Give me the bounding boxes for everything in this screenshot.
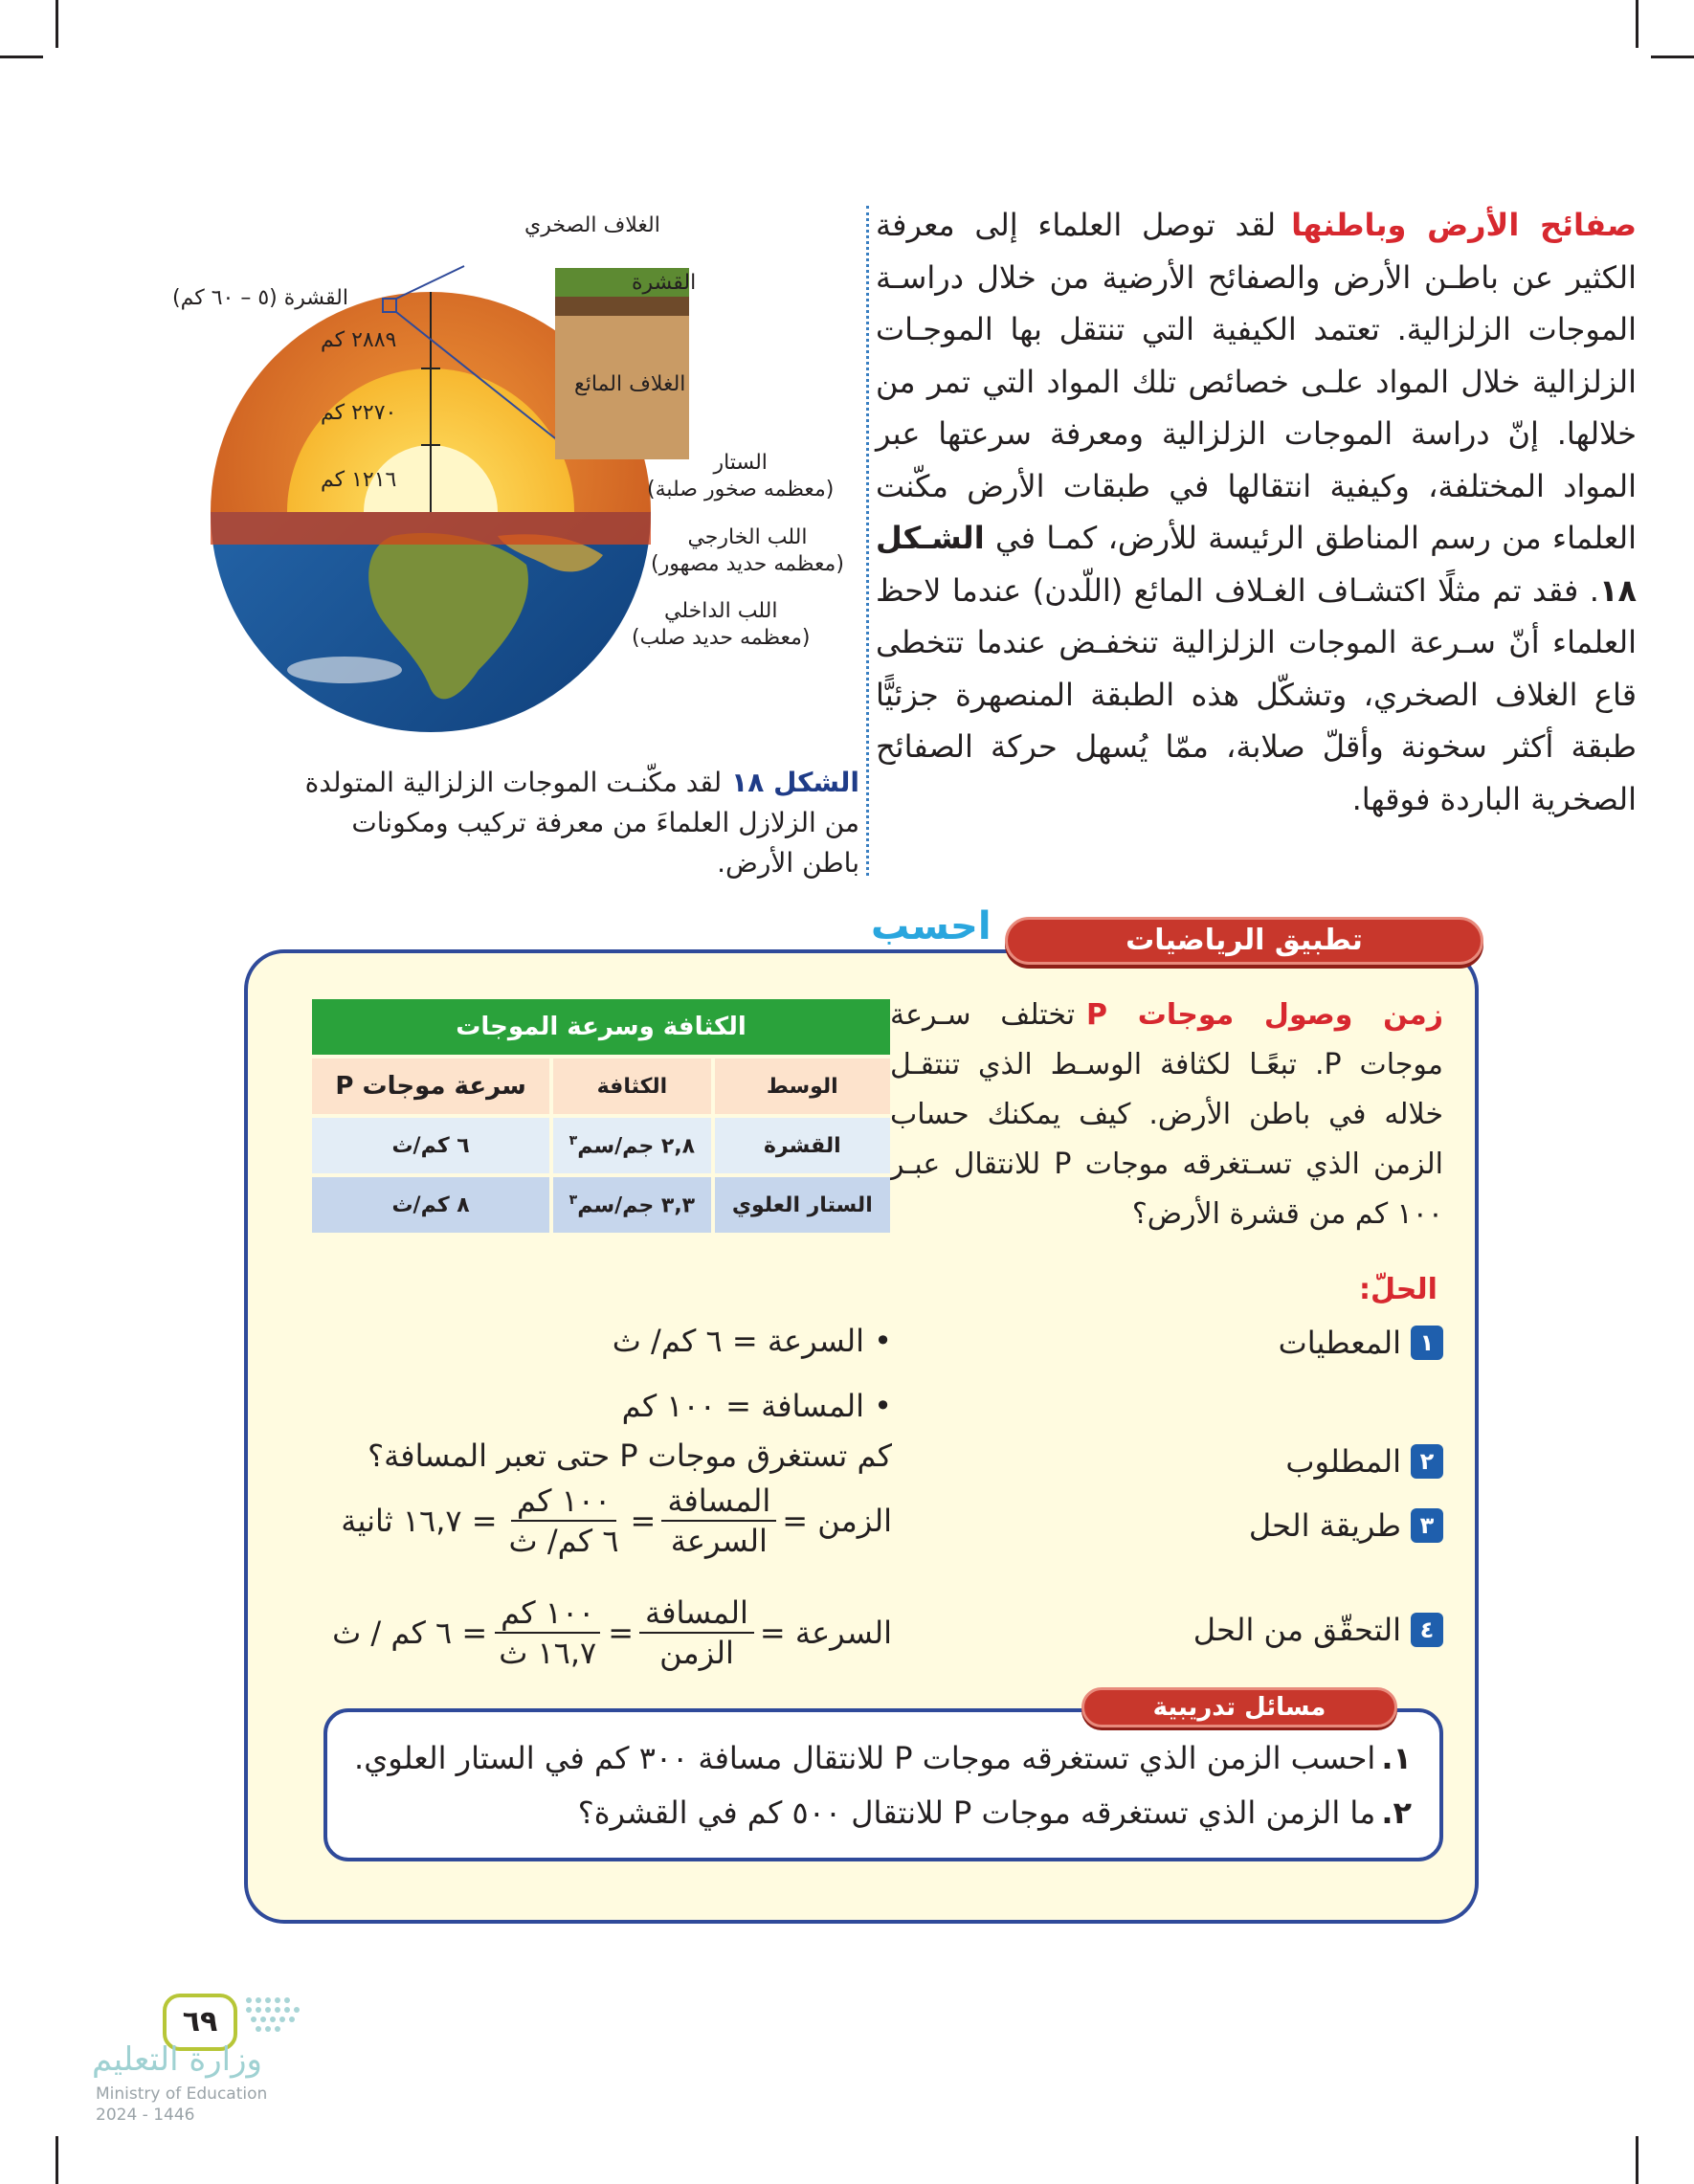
solution-label: الحلّ: [1359,1273,1438,1306]
table-cell-density: ٣,٣ جم/سم$^٣$ [553,1177,710,1233]
label-mantle [647,450,834,503]
table-row [312,1177,890,1233]
section-heading: صفائح الأرض وباطنها [1291,207,1637,243]
column-divider [866,206,869,876]
table-cell: القشرة [715,1118,890,1173]
figure-caption-label: الشكل ١٨ [731,767,859,798]
crop-mark [56,0,58,48]
label-lithosphere: الغلاف الصخري [524,213,660,237]
required-question: كم تستغرق موجات P حتى تعبر المسافة؟ [368,1437,892,1474]
label-inner-core-desc: (معظمه حديد صلب) [632,626,811,650]
step-method: ٣ طريقة الحل [1249,1507,1443,1544]
label-crust-range: القشرة (٥ – ٦٠ كم) [172,286,348,310]
paragraph-text: لقد توصل العلماء إلى معرفة الكثير عن باطـن الأرض والصفائح الأرضية من خلال دراسـة الموجات الزلزالية. تعتمد الكيفية التي تنتقل بها الموجـات الزلزالية خلال المواد علـى خصائص تلك المواد التي تمر من خلالها. إنّ دراسة الموجات الزلزالية ومعرفة سرعتها عبر المواد المختلفة، وكيفية انتقالها في طبقات الأرض مكّنت العلماء من رسم المناطق الرئيسة للأرض، كمـا في [876,207,1638,556]
crop-mark [1636,0,1638,48]
problem-text: تختلف سـرعة موجات P. تبعًـا لكثافة الوسـط الذي تنتقـل خلاله في باطن الأرض. كيف يمكنك حساب الزمن الذي تسـتغرقه موجات P للانتقال عبـر ١٠٠ كم من قشرة الأرض؟ [890,998,1443,1231]
practice-problems-box [323,1708,1443,1861]
figure-reference: الشـكل ١٨ [876,520,1637,609]
crop-mark [1651,56,1694,58]
label-outer-core-title: اللب الخارجي [687,525,808,549]
check-equation: السرعة = $\frac{\text{المسافة}}{\text{الزمن}}$ = $\frac{\text{١٠٠ كم}}{\text{١٦,٧ ث}}$ = ٦ كم / ث [332,1594,892,1671]
ministry-year: 2024 - 1446 [96,2106,195,2125]
table-header: الوسط [715,1059,890,1114]
paragraph-text-continued: . فقد تم مثلًا اكتشـاف الغـلاف المائع (اللّدن) عندما لاحظ العلماء أنّ سـرعة الموجات الزلزالية تنخفـض عندما تتخطى قاع الغلاف الصخري، وتشكّل هذه الطبقة المنصهرة جزئيًّا طبقة أكثر سخونة وأقلّ صلابة، ممّا يُسهل حركة الصفائح الصخرية الباردة فوقها. [876,571,1637,817]
step-given: ١ المعطيات [1279,1325,1443,1361]
cut-plane [211,512,651,545]
table-cell-density: ٢,٨ جم/سم$^٣$ [553,1118,710,1173]
density-table [308,995,894,1237]
ministry-name-en: Ministry of Education [96,2084,268,2104]
main-paragraph [876,199,1637,825]
problem-intro [890,991,1443,1239]
given-distance: • المسافة = ١٠٠ كم [621,1388,892,1424]
figure-caption-text: لقد مكّنـت الموجات الزلزالية المتولدة من الزلازل العلماءَ من معرفة تركيب ومكونات باطن الأرض. [304,767,859,879]
given-speed: • السرعة = ٦ كم/ ث [612,1323,892,1359]
practice-item: ٢.ما الزمن الذي تستغرقه موجات P للانتقال ٥٠٠ كم في القشرة؟ [577,1794,1412,1831]
page-number: ٦٩ [163,1994,237,2051]
label-outer-core [651,524,844,578]
table-title: الكثافة وسرعة الموجات [312,999,890,1055]
table-header-row [312,1059,890,1114]
table-header: الكثافة [553,1059,710,1114]
math-banner: تطبيق الرياضيات [1005,917,1483,965]
label-depth-2889: ٢٨٨٩ كم [321,328,397,352]
label-asthenosphere: الغلاف المائع [574,372,686,396]
table-cell: الستار العلوي [715,1177,890,1233]
calculate-tag: احسب [871,904,992,948]
ministry-name-ar: وزارة التعليم [92,2040,262,2079]
crop-mark [0,56,43,58]
table-cell: ٦ كم/ث [312,1118,549,1173]
figure-caption [287,763,859,883]
practice-item: ١.احسب الزمن الذي تستغرقه موجات P للانتقال مسافة ٣٠٠ كم في الستار العلوي. [354,1740,1412,1776]
label-mantle-desc: (معظمه صخور صلبة) [647,478,835,501]
label-inner-core [632,598,811,652]
label-mantle-title: الستار [713,451,768,475]
method-equation: الزمن = $\frac{\text{المسافة}}{\text{السرعة}}$ = $\frac{\text{١٠٠ كم}}{\text{٦ كم/ ث}}$ = ١٦,٧ ثانية [341,1482,892,1559]
practice-banner: مسائل تدريبية [1081,1687,1397,1727]
step-required: ٢ المطلوب [1285,1443,1443,1480]
crop-mark [56,2136,58,2184]
cloud [287,657,402,683]
earth-layers-figure [153,213,697,756]
label-inner-core-title: اللب الداخلي [664,599,778,623]
step-check: ٤ التحقّق من الحل [1193,1612,1443,1648]
label-outer-core-desc: (معظمه حديد مصهور) [651,552,844,576]
crop-mark [1636,2136,1638,2184]
table-row [312,1118,890,1173]
problem-title: زمن وصول موجات P [1086,998,1443,1032]
table-cell: ٨ كم/ث [312,1177,549,1233]
label-depth-1216: ١٢١٦ كم [321,468,397,492]
table-header: سرعة موجات P [312,1059,549,1114]
label-crust-inset: القشرة [632,271,697,295]
label-depth-2270: ٢٢٧٠ كم [321,401,397,425]
